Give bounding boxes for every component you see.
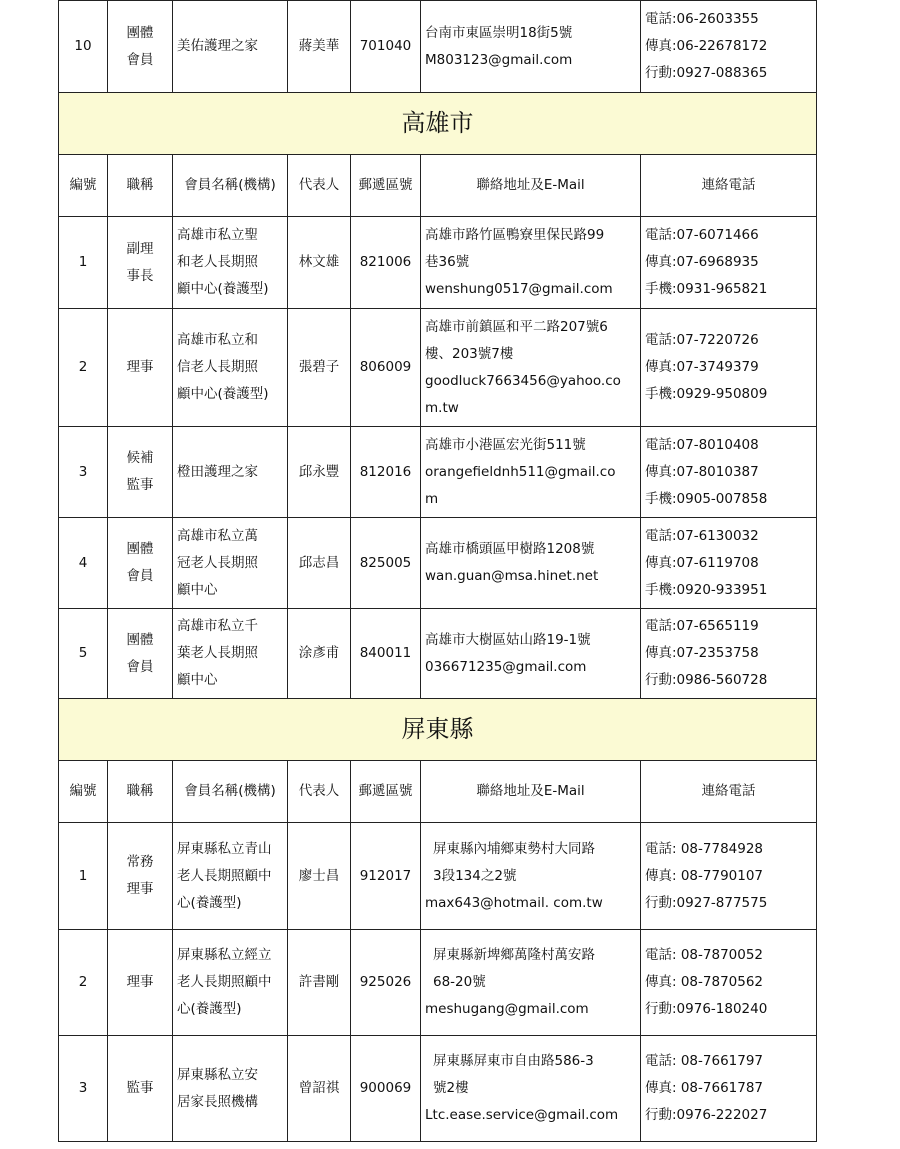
address-email-line: M803123@gmail.com xyxy=(425,51,573,68)
address-email-line: wan.guan@msa.hinet.net xyxy=(425,568,599,584)
contact-phone-line: 行動:0986-560728 xyxy=(645,672,768,688)
member-role xyxy=(108,930,173,1036)
member-name-line: 高雄市私立千 xyxy=(177,618,258,634)
contact-phone-line: 傳真:06-22678172 xyxy=(645,38,768,54)
member-name-line: 美佑護理之家 xyxy=(177,38,258,54)
member-number: 3 xyxy=(59,427,108,518)
representative: 蔣美華 xyxy=(288,1,351,93)
column-header: 連絡電話 xyxy=(641,761,817,823)
member-name xyxy=(173,1,288,93)
postal-code: 925026 xyxy=(351,930,421,1036)
representative: 許書剛 xyxy=(288,930,351,1036)
contact-phone-line: 傳真:07-6968935 xyxy=(645,254,759,270)
member-role-line: 事長 xyxy=(126,267,154,284)
contact-phone-line: 行動:0976-222027 xyxy=(645,1107,768,1123)
contact-phone xyxy=(641,309,817,427)
address-email-line: meshugang@gmail.com xyxy=(425,1001,589,1017)
table-header-row xyxy=(59,761,817,823)
address-email-line: max643@hotmail. com.tw xyxy=(425,894,603,911)
representative: 廖士昌 xyxy=(288,823,351,930)
member-name-line: 屏東縣私立安 xyxy=(177,1066,258,1083)
member-role xyxy=(108,309,173,427)
member-name-line: 葉老人長期照 xyxy=(177,645,258,661)
member-role-line: 團體 xyxy=(126,24,154,41)
member-name xyxy=(173,427,288,518)
member-name-line: 屏東縣私立經立 xyxy=(177,947,272,963)
column-header: 會員名稱(機構) xyxy=(173,761,288,823)
address-email xyxy=(421,609,641,699)
member-role xyxy=(108,1036,173,1142)
member-name xyxy=(173,1036,288,1142)
table-row xyxy=(59,609,817,699)
postal-code: 825005 xyxy=(351,518,421,609)
address-email-line: 高雄市路竹區鴨寮里保民路99 xyxy=(425,227,605,243)
column-header: 聯絡地址及E-Mail xyxy=(421,155,641,217)
table-row xyxy=(59,1036,817,1142)
contact-phone-line: 手機:0929-950809 xyxy=(645,386,768,402)
table-row xyxy=(59,217,817,309)
member-name-line: 顧中心 xyxy=(177,672,218,688)
representative: 曾詔祺 xyxy=(288,1036,351,1142)
member-number: 1 xyxy=(59,823,108,930)
address-email-line: 屏東縣屏東市自由路586-3 xyxy=(433,1053,594,1069)
contact-phone-line: 電話:07-6565119 xyxy=(645,618,759,634)
contact-phone xyxy=(641,518,817,609)
column-header: 代表人 xyxy=(288,155,351,217)
address-email-line: 036671235@gmail.com xyxy=(425,658,587,675)
representative: 張碧子 xyxy=(288,309,351,427)
member-role xyxy=(108,609,173,699)
address-email-line: 屏東縣新埤鄉萬隆村萬安路 xyxy=(433,947,595,963)
member-name xyxy=(173,823,288,930)
contact-phone-line: 電話: 08-7870052 xyxy=(645,947,764,963)
member-role-line: 理事 xyxy=(126,359,154,375)
member-number: 5 xyxy=(59,609,108,699)
member-role-line: 副理 xyxy=(126,240,154,257)
address-email-line: 高雄市前鎮區和平二路207號6 xyxy=(425,318,608,335)
column-header: 連絡電話 xyxy=(641,155,817,217)
section-title-row xyxy=(59,699,817,761)
address-email xyxy=(421,518,641,609)
address-email-line: 巷36號 xyxy=(425,254,470,270)
table-row xyxy=(59,1,817,93)
member-name-line: 高雄市私立聖 xyxy=(177,227,258,243)
column-header: 會員名稱(機構) xyxy=(173,155,288,217)
member-number: 10 xyxy=(59,1,108,93)
member-role-line: 理事 xyxy=(126,974,154,990)
address-email-line: m xyxy=(425,490,439,507)
member-number: 2 xyxy=(59,309,108,427)
table-row xyxy=(59,518,817,609)
member-table xyxy=(58,0,817,1142)
postal-code: 900069 xyxy=(351,1036,421,1142)
contact-phone-line: 傳真:07-6119708 xyxy=(645,554,759,571)
contact-phone xyxy=(641,930,817,1036)
column-header: 職稱 xyxy=(108,155,173,217)
member-number: 2 xyxy=(59,930,108,1036)
member-name-line: 顧中心(養護型) xyxy=(177,281,269,297)
representative: 邱永豐 xyxy=(288,427,351,518)
contact-phone xyxy=(641,609,817,699)
member-number: 1 xyxy=(59,217,108,309)
contact-phone-line: 手機:0920-933951 xyxy=(645,581,768,598)
contact-phone-line: 傳真:07-2353758 xyxy=(645,645,759,661)
address-email xyxy=(421,427,641,518)
address-email-line: m.tw xyxy=(425,399,459,416)
postal-code: 821006 xyxy=(351,217,421,309)
member-number: 4 xyxy=(59,518,108,609)
address-email-line: 3段134之2號 xyxy=(433,867,517,884)
member-name xyxy=(173,217,288,309)
table-row xyxy=(59,427,817,518)
address-email-line: 台南市東區崇明18街5號 xyxy=(425,24,573,41)
member-name-line: 顧中心 xyxy=(177,581,218,598)
address-email-line: 屏東縣內埔鄉東勢村大同路 xyxy=(433,840,595,857)
section-title: 高雄市 xyxy=(59,93,817,155)
representative: 涂彥甫 xyxy=(288,609,351,699)
member-number: 3 xyxy=(59,1036,108,1142)
member-role xyxy=(108,427,173,518)
contact-phone-line: 傳真:07-8010387 xyxy=(645,463,759,480)
section-title-row xyxy=(59,93,817,155)
column-header: 編號 xyxy=(59,155,108,217)
representative: 邱志昌 xyxy=(288,518,351,609)
member-name-line: 橙田護理之家 xyxy=(177,463,258,480)
address-email-line: goodluck7663456@yahoo.co xyxy=(425,372,621,389)
member-role-line: 團體 xyxy=(126,541,154,557)
address-email-line: wenshung0517@gmail.com xyxy=(425,281,613,297)
member-role-line: 監事 xyxy=(126,1080,154,1096)
member-role-line: 監事 xyxy=(126,477,154,493)
address-email xyxy=(421,1,641,93)
member-role-line: 團體 xyxy=(126,631,154,648)
member-role-line: 會員 xyxy=(126,51,154,68)
postal-code: 912017 xyxy=(351,823,421,930)
member-name-line: 高雄市私立和 xyxy=(177,332,258,348)
member-role xyxy=(108,823,173,930)
address-email xyxy=(421,217,641,309)
contact-phone xyxy=(641,823,817,930)
contact-phone-line: 電話: 08-7784928 xyxy=(645,840,764,857)
member-name-line: 心(養護型) xyxy=(177,1001,242,1017)
postal-code: 701040 xyxy=(351,1,421,93)
member-name-line: 顧中心(養護型) xyxy=(177,386,269,402)
member-role-line: 會員 xyxy=(126,568,154,584)
column-header: 職稱 xyxy=(108,761,173,823)
address-email-line: 高雄市小港區宏光街511號 xyxy=(425,436,586,453)
postal-code: 812016 xyxy=(351,427,421,518)
address-email xyxy=(421,1036,641,1142)
contact-phone-line: 電話:07-7220726 xyxy=(645,332,759,348)
column-header: 代表人 xyxy=(288,761,351,823)
member-name-line: 高雄市私立萬 xyxy=(177,527,258,544)
member-name-line: 老人長期照顧中 xyxy=(177,867,272,884)
member-role xyxy=(108,518,173,609)
member-name-line: 屏東縣私立青山 xyxy=(177,840,272,857)
column-header: 編號 xyxy=(59,761,108,823)
table-header-row xyxy=(59,155,817,217)
member-name-line: 和老人長期照 xyxy=(177,254,258,270)
column-header: 郵遞區號 xyxy=(351,761,421,823)
contact-phone xyxy=(641,217,817,309)
address-email-line: 高雄市大樹區姑山路19-1號 xyxy=(425,631,591,648)
contact-phone-line: 電話: 08-7661797 xyxy=(645,1053,764,1069)
table-row xyxy=(59,930,817,1036)
column-header: 聯絡地址及E-Mail xyxy=(421,761,641,823)
member-role-line: 理事 xyxy=(126,881,154,897)
contact-phone xyxy=(641,427,817,518)
member-role-line: 會員 xyxy=(126,658,154,675)
postal-code: 840011 xyxy=(351,609,421,699)
member-name-line: 心(養護型) xyxy=(177,894,242,911)
address-email xyxy=(421,930,641,1036)
address-email-line: orangefieldnh511@gmail.co xyxy=(425,463,616,480)
contact-phone-line: 傳真:07-3749379 xyxy=(645,359,759,375)
member-role xyxy=(108,217,173,309)
contact-phone-line: 手機:0905-007858 xyxy=(645,490,768,507)
contact-phone-line: 行動:0927-877575 xyxy=(645,894,768,911)
address-email xyxy=(421,309,641,427)
contact-phone-line: 電話:07-6130032 xyxy=(645,527,759,544)
member-name xyxy=(173,609,288,699)
member-role-line: 常務 xyxy=(126,854,154,870)
postal-code: 806009 xyxy=(351,309,421,427)
member-name xyxy=(173,930,288,1036)
representative: 林文雄 xyxy=(288,217,351,309)
address-email-line: 樓、203號7樓 xyxy=(425,345,514,362)
contact-phone-line: 電話:07-6071466 xyxy=(645,227,759,243)
address-email-line: 高雄市橋頭區甲樹路1208號 xyxy=(425,541,595,557)
member-name-line: 信老人長期照 xyxy=(177,359,258,375)
contact-phone xyxy=(641,1,817,93)
member-name xyxy=(173,309,288,427)
contact-phone-line: 行動:0927-088365 xyxy=(645,65,768,81)
address-email-line: 號2樓 xyxy=(433,1080,469,1096)
contact-phone-line: 電話:07-8010408 xyxy=(645,436,759,453)
contact-phone-line: 傳真: 08-7870562 xyxy=(645,974,764,990)
address-email xyxy=(421,823,641,930)
contact-phone-line: 傳真: 08-7790107 xyxy=(645,867,764,884)
member-name-line: 居家長照機構 xyxy=(177,1093,258,1110)
contact-phone-line: 行動:0976-180240 xyxy=(645,1001,768,1017)
member-name-line: 冠老人長期照 xyxy=(177,554,258,571)
column-header: 郵遞區號 xyxy=(351,155,421,217)
member-name-line: 老人長期照顧中 xyxy=(177,974,272,990)
contact-phone xyxy=(641,1036,817,1142)
contact-phone-line: 傳真: 08-7661787 xyxy=(645,1080,764,1096)
section-title: 屏東縣 xyxy=(59,699,817,761)
table-row xyxy=(59,823,817,930)
contact-phone-line: 手機:0931-965821 xyxy=(645,281,768,297)
member-name xyxy=(173,518,288,609)
table-row xyxy=(59,309,817,427)
member-role xyxy=(108,1,173,93)
contact-phone-line: 電話:06-2603355 xyxy=(645,11,759,27)
member-role-line: 候補 xyxy=(126,450,154,466)
address-email-line: Ltc.ease.service@gmail.com xyxy=(425,1107,619,1123)
address-email-line: 68-20號 xyxy=(433,974,486,990)
